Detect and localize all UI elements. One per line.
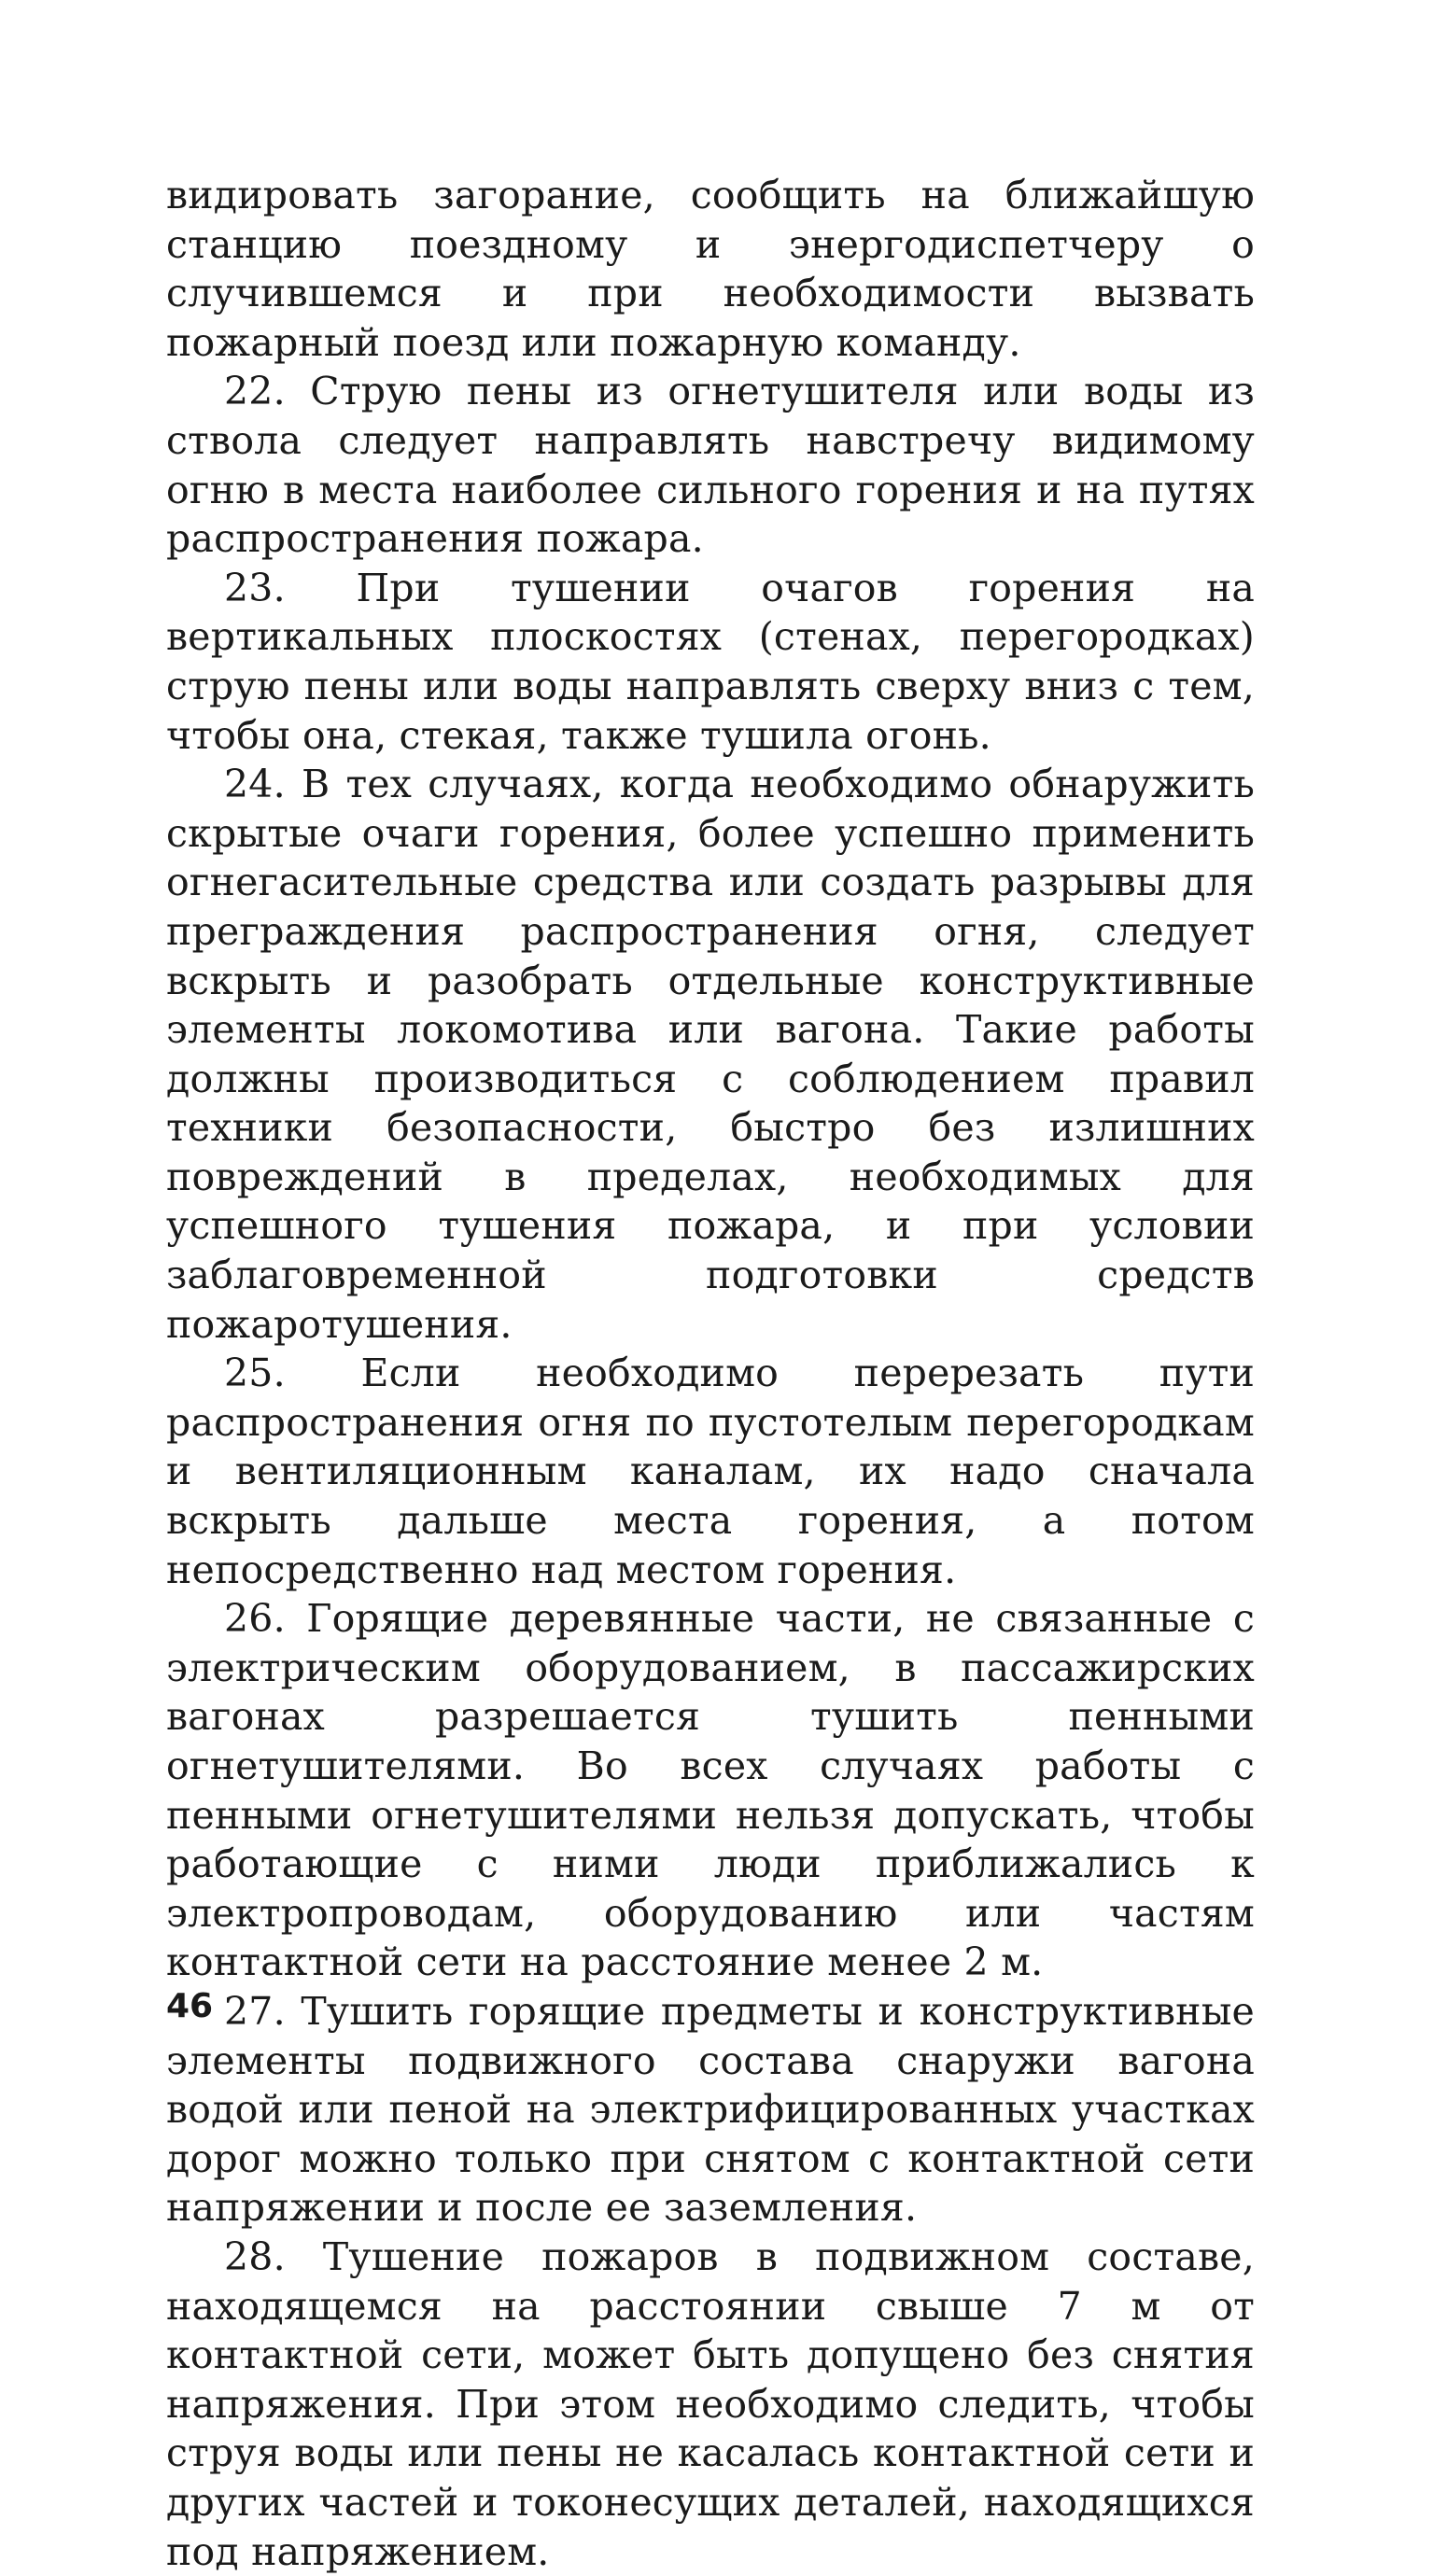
paragraph-item-23: 23. При тушении очагов горения на вертикальных плоскостях (стенах, перегородках) струю пены или воды направлять сверху вниз с тем, чтобы она, стекая, также тушила огонь. (166, 565, 1255, 758)
paragraph-item-24: 24. В тех случаях, когда необходимо обнаружить скрытые очаги горения, более успешно применить огнегасительные средства или создать разрывы для преграждения распространения огня, следует вскрыть и разобрать отдельные конструктивные элементы локомотива или вагона. Такие работы должны производиться с соблюдением правил техники безопасности, быстро без излишних повреждений в пределах, необходимых для успешного тушения пожара, и при условии заблаговременной подготовки средств пожаротушения. (166, 762, 1255, 1347)
paragraph-item-25: 25. Если необходимо перерезать пути распространения огня по пустотелым перегородкам и вентиляционным каналам, их надо сначала вскрыть дальше места горения, а потом непосредственно над местом горения. (166, 1351, 1255, 1592)
paragraph-item-27: 27. Тушить горящие предметы и конструктивные элементы подвижного состава снаружи вагона водой или пеной на электрифицированных участках дорог можно только при снятом с контактной сети напряжении и после ее заземления. (166, 1988, 1255, 2231)
page-number: 46 (166, 1987, 214, 2025)
paragraph-item-22: 22. Струю пены из огнетушителя или воды из ствола следует направлять навстречу видимому огню в места наиболее сильного горения и на путях распространения пожара. (166, 369, 1255, 562)
paragraph-item-26: 26. Горящие деревянные части, не связанные с электрическим оборудованием, в пассажирских вагонах разрешается тушить пенными огнетушителями. Во всех случаях работы с пенными огнетушителями нельзя допускать, чтобы работающие с ними люди приближались к электропроводам, оборудованию или частям контактной сети на расстояние менее 2 м. (166, 1596, 1255, 1985)
paragraph-continuation: видировать загорание, сообщить на ближайшую станцию поездному и энергодиспетчеру о случившемся и при необходимости вызвать пожарный поезд или пожарную команду. (166, 173, 1255, 365)
page-body (166, 171, 1255, 2574)
text-block (166, 171, 1255, 2576)
paragraph-item-28: 28. Тушение пожаров в подвижном составе, находящемся на расстоянии свыше 7 м от контактной сети, может быть допущено без снятия напряжения. При этом необходимо следить, чтобы струя воды или пены не касалась контактной сети и других частей и токонесущих деталей, находящихся под напряжением. (166, 2233, 1255, 2574)
